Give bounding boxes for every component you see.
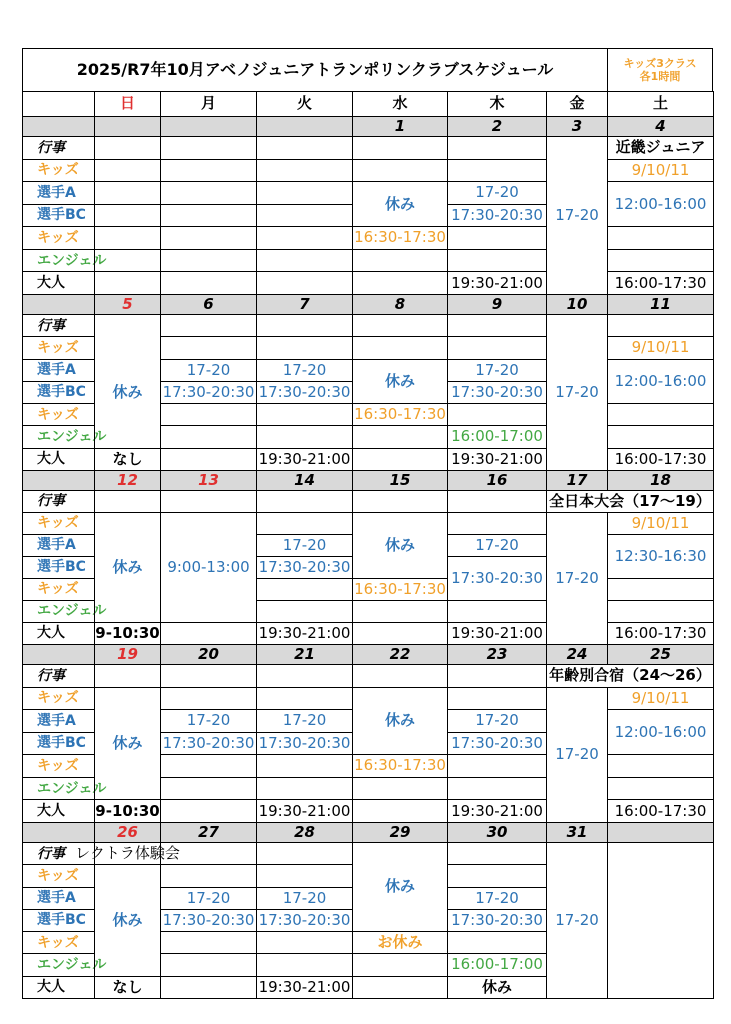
schedule-entry: 12:00-16:00	[607, 359, 714, 405]
row-label: 大人	[22, 976, 95, 999]
date-cell: 16	[447, 470, 547, 491]
empty-cell	[256, 777, 353, 801]
date-cell: 4	[607, 116, 714, 137]
date-cell: 13	[160, 470, 257, 491]
empty-cell	[160, 226, 257, 250]
empty-cell	[607, 403, 714, 426]
empty-cell	[256, 953, 353, 976]
empty-cell	[160, 976, 257, 999]
schedule-entry: 17-20	[160, 709, 257, 733]
empty-cell	[447, 403, 547, 426]
weekday-header-blank	[22, 91, 95, 117]
empty-cell	[447, 314, 547, 337]
row-label: エンジェル	[22, 953, 95, 976]
empty-cell	[447, 249, 547, 273]
schedule-entry: 9/10/11	[607, 336, 714, 359]
week-date-row-blank	[22, 644, 95, 665]
weekday-header: 火	[256, 91, 353, 117]
empty-cell	[256, 181, 353, 205]
week-date-row-blank	[22, 116, 95, 137]
row-label: 選手BC	[22, 204, 95, 228]
empty-cell	[352, 976, 448, 999]
schedule-entry: 17-20	[447, 359, 547, 382]
schedule-entry: 16:30-17:30	[352, 754, 448, 778]
empty-cell	[256, 490, 353, 513]
row-label: 選手BC	[22, 732, 95, 756]
empty-cell	[256, 159, 353, 183]
row-label: 大人	[22, 622, 95, 645]
date-cell: 11	[607, 294, 714, 315]
schedule-entry: 9:00-13:00	[160, 512, 257, 623]
weekday-header: 月	[160, 91, 257, 117]
date-cell: 30	[447, 822, 547, 843]
kids-class-note	[607, 48, 713, 92]
empty-cell	[447, 777, 547, 801]
row-label: 選手A	[22, 534, 95, 557]
empty-cell	[447, 754, 547, 778]
date-cell: 3	[546, 116, 608, 137]
empty-cell	[607, 754, 714, 778]
date-cell: 10	[546, 294, 608, 315]
schedule-entry: 17-20	[160, 887, 257, 910]
schedule-entry: 休み	[352, 687, 448, 756]
empty-cell	[447, 336, 547, 359]
schedule-entry: 17:30-20:30	[160, 381, 257, 404]
row-label: キッズ	[22, 754, 95, 778]
schedule-entry: 17-20	[447, 534, 547, 557]
weekday-header: 水	[352, 91, 448, 117]
schedule-entry: 17:30-20:30	[256, 909, 353, 932]
empty-cell	[352, 425, 448, 448]
row-label: 選手A	[22, 181, 95, 205]
empty-cell	[94, 271, 161, 295]
week-date-row-blank	[22, 294, 95, 315]
schedule-entry: なし	[94, 976, 161, 999]
empty-cell	[94, 204, 161, 228]
empty-cell	[160, 931, 257, 954]
empty-cell	[94, 226, 161, 250]
empty-cell	[256, 664, 353, 688]
schedule-entry: 17:30-20:30	[256, 381, 353, 404]
schedule-entry: 休み	[94, 314, 161, 471]
schedule-entry: お休み	[352, 931, 448, 954]
empty-cell	[256, 864, 353, 887]
schedule-entry: 休み	[94, 512, 161, 623]
empty-cell	[256, 136, 353, 160]
schedule-entry: 12:30-16:30	[607, 534, 714, 579]
date-cell: 6	[160, 294, 257, 315]
empty-cell	[352, 600, 448, 623]
schedule-entry: 17-20	[256, 359, 353, 382]
schedule-entry: 19:30-21:00	[256, 622, 353, 645]
empty-cell	[94, 490, 161, 513]
empty-cell	[256, 249, 353, 273]
empty-cell	[160, 204, 257, 228]
schedule-entry: 9-10:30	[94, 799, 161, 823]
schedule-entry: 休み	[352, 842, 448, 932]
row-label: キッズ	[22, 687, 95, 711]
row-label: キッズ	[22, 931, 95, 954]
schedule-entry: 17-20	[546, 512, 608, 645]
date-cell: 22	[352, 644, 448, 665]
date-cell: 1	[352, 116, 448, 137]
schedule-entry: 17-20	[546, 314, 608, 471]
row-label: 行事	[22, 842, 95, 865]
empty-cell	[352, 799, 448, 823]
row-label: 選手A	[22, 359, 95, 382]
schedule-entry: 年齢別合宿（24～26）	[546, 664, 714, 688]
empty-cell	[256, 600, 353, 623]
schedule-entry: 9/10/11	[607, 512, 714, 535]
empty-cell	[352, 336, 448, 359]
schedule-entry	[607, 842, 714, 999]
schedule-entry: 19:30-21:00	[256, 976, 353, 999]
empty-cell	[256, 687, 353, 711]
schedule-entry: 16:00-17:30	[607, 271, 714, 295]
schedule-entry: 17:30-20:30	[447, 556, 547, 601]
empty-cell	[607, 600, 714, 623]
schedule-entry: レクトラ体験会	[94, 842, 161, 865]
schedule-entry: 19:30-21:00	[447, 799, 547, 823]
schedule-entry: 19:30-21:00	[447, 622, 547, 645]
empty-cell	[256, 314, 353, 337]
row-label: 行事	[22, 136, 95, 160]
schedule-entry: 16:00-17:00	[447, 425, 547, 448]
schedule-entry: 17:30-20:30	[447, 732, 547, 756]
row-label: キッズ	[22, 159, 95, 183]
row-label: エンジェル	[22, 425, 95, 448]
schedule-entry: 16:30-17:30	[352, 403, 448, 426]
schedule-entry: 17-20	[256, 534, 353, 557]
empty-cell	[256, 512, 353, 535]
schedule-entry: 17-20	[546, 687, 608, 823]
schedule-entry: 17:30-20:30	[447, 204, 547, 228]
empty-cell	[160, 425, 257, 448]
empty-cell	[160, 181, 257, 205]
schedule-entry: 17-20	[256, 709, 353, 733]
row-label: エンジェル	[22, 777, 95, 801]
date-cell	[256, 116, 353, 137]
schedule-entry: 休み	[352, 359, 448, 405]
empty-cell	[447, 864, 547, 887]
date-cell: 5	[94, 294, 161, 315]
row-label: キッズ	[22, 864, 95, 887]
empty-cell	[256, 754, 353, 778]
row-label: 行事	[22, 314, 95, 337]
schedule-entry: 近畿ジュニア	[607, 136, 714, 160]
schedule-entry: 16:30-17:30	[352, 578, 448, 601]
row-label: 大人	[22, 271, 95, 295]
schedule-entry: 17-20	[447, 181, 547, 205]
date-cell: 17	[546, 470, 608, 491]
date-cell	[94, 116, 161, 137]
empty-cell	[447, 226, 547, 250]
empty-cell	[607, 425, 714, 448]
schedule-entry: 16:00-17:30	[607, 622, 714, 645]
empty-cell	[352, 271, 448, 295]
row-label: 大人	[22, 799, 95, 823]
empty-cell	[160, 490, 257, 513]
schedule-entry: 休み	[94, 687, 161, 801]
date-cell: 8	[352, 294, 448, 315]
empty-cell	[607, 777, 714, 801]
kids-class-note-line2: 各1時間	[639, 70, 681, 83]
empty-cell	[352, 159, 448, 183]
date-cell: 31	[546, 822, 608, 843]
empty-cell	[447, 159, 547, 183]
weekday-header: 金	[546, 91, 608, 117]
date-cell: 18	[607, 470, 714, 491]
date-cell: 14	[256, 470, 353, 491]
empty-cell	[447, 136, 547, 160]
date-cell: 26	[94, 822, 161, 843]
schedule-entry: 17:30-20:30	[256, 732, 353, 756]
empty-cell	[256, 578, 353, 601]
weekday-header: 土	[607, 91, 714, 117]
schedule-entry: 17:30-20:30	[256, 556, 353, 579]
empty-cell	[607, 226, 714, 250]
empty-cell	[160, 664, 257, 688]
schedule-entry: 16:30-17:30	[352, 226, 448, 250]
empty-cell	[160, 799, 257, 823]
empty-cell	[160, 314, 257, 337]
schedule-entry: 休み	[447, 976, 547, 999]
row-label: 選手A	[22, 709, 95, 733]
schedule-entry: 17:30-20:30	[447, 381, 547, 404]
empty-cell	[94, 159, 161, 183]
schedule-entry: 17:30-20:30	[447, 909, 547, 932]
row-label: キッズ	[22, 578, 95, 601]
empty-cell	[447, 842, 547, 865]
empty-cell	[160, 777, 257, 801]
date-cell: 12	[94, 470, 161, 491]
schedule-entry: 休み	[352, 512, 448, 579]
week-date-row-blank	[22, 470, 95, 491]
schedule-entry: 17:30-20:30	[160, 909, 257, 932]
empty-cell	[352, 448, 448, 471]
schedule-entry: 9/10/11	[607, 159, 714, 183]
row-label: 大人	[22, 448, 95, 471]
empty-cell	[256, 336, 353, 359]
empty-cell	[160, 336, 257, 359]
date-cell: 19	[94, 644, 161, 665]
date-cell: 27	[160, 822, 257, 843]
schedule-entry: 全日本大会（17～19）	[546, 490, 714, 513]
empty-cell	[256, 204, 353, 228]
date-cell: 21	[256, 644, 353, 665]
empty-cell	[352, 777, 448, 801]
date-cell	[607, 822, 714, 843]
schedule-entry: 19:30-21:00	[447, 271, 547, 295]
empty-cell	[160, 622, 257, 645]
row-label: 行事	[22, 490, 95, 513]
empty-cell	[94, 136, 161, 160]
week-date-row-blank	[22, 822, 95, 843]
schedule-title: 2025/R7年10月アベノジュニアトランポリンクラブスケジュール	[22, 48, 608, 92]
empty-cell	[256, 425, 353, 448]
schedule-entry: 17-20	[546, 136, 608, 295]
empty-cell	[160, 448, 257, 471]
empty-cell	[160, 271, 257, 295]
empty-cell	[607, 578, 714, 601]
empty-cell	[447, 512, 547, 535]
schedule-entry: 12:00-16:00	[607, 709, 714, 755]
empty-cell	[447, 600, 547, 623]
weekday-header: 木	[447, 91, 547, 117]
empty-cell	[94, 664, 161, 688]
empty-cell	[160, 249, 257, 273]
empty-cell	[256, 842, 353, 865]
empty-cell	[447, 687, 547, 711]
date-cell: 23	[447, 644, 547, 665]
row-label: 行事	[22, 664, 95, 688]
schedule-entry: 16:00-17:00	[447, 953, 547, 976]
empty-cell	[447, 664, 547, 688]
row-label: 選手BC	[22, 556, 95, 579]
schedule-entry: 16:00-17:30	[607, 799, 714, 823]
date-cell: 28	[256, 822, 353, 843]
empty-cell	[447, 490, 547, 513]
date-cell: 20	[160, 644, 257, 665]
weekday-header: 日	[94, 91, 161, 117]
date-cell: 7	[256, 294, 353, 315]
empty-cell	[160, 403, 257, 426]
empty-cell	[256, 226, 353, 250]
row-label: キッズ	[22, 403, 95, 426]
empty-cell	[256, 403, 353, 426]
empty-cell	[160, 687, 257, 711]
kids-class-note-line1: キッズ3クラス	[623, 56, 697, 70]
empty-cell	[160, 864, 257, 887]
empty-cell	[160, 953, 257, 976]
date-cell: 29	[352, 822, 448, 843]
schedule-entry: 9/10/11	[607, 687, 714, 711]
row-label: キッズ	[22, 336, 95, 359]
empty-cell	[352, 490, 448, 513]
schedule-entry: 9-10:30	[94, 622, 161, 645]
schedule-entry: 19:30-21:00	[447, 448, 547, 471]
empty-cell	[160, 159, 257, 183]
schedule-entry: 17-20	[447, 887, 547, 910]
date-cell: 15	[352, 470, 448, 491]
schedule-entry: 17-20	[546, 842, 608, 999]
row-label: キッズ	[22, 512, 95, 535]
empty-cell	[352, 622, 448, 645]
schedule-entry: 19:30-21:00	[256, 448, 353, 471]
date-cell: 9	[447, 294, 547, 315]
empty-cell	[160, 754, 257, 778]
schedule-entry: 休み	[94, 864, 161, 976]
schedule-entry: 休み	[352, 181, 448, 227]
date-cell: 24	[546, 644, 608, 665]
empty-cell	[94, 181, 161, 205]
empty-cell	[256, 271, 353, 295]
empty-cell	[352, 314, 448, 337]
row-label: キッズ	[22, 226, 95, 250]
schedule-entry: 12:00-16:00	[607, 181, 714, 227]
schedule-entry: 19:30-21:00	[256, 799, 353, 823]
date-cell	[160, 116, 257, 137]
schedule-entry: 17-20	[447, 709, 547, 733]
empty-cell	[256, 931, 353, 954]
schedule-entry: 16:00-17:30	[607, 448, 714, 471]
row-label: エンジェル	[22, 249, 95, 273]
schedule-entry: 17-20	[160, 359, 257, 382]
empty-cell	[607, 314, 714, 337]
empty-cell	[352, 664, 448, 688]
empty-cell	[607, 249, 714, 273]
empty-cell	[352, 953, 448, 976]
empty-cell	[352, 136, 448, 160]
row-label: 選手BC	[22, 909, 95, 932]
schedule-entry: 17:30-20:30	[160, 732, 257, 756]
empty-cell	[94, 249, 161, 273]
row-label: 選手A	[22, 887, 95, 910]
empty-cell	[160, 136, 257, 160]
empty-cell	[447, 931, 547, 954]
row-label: 選手BC	[22, 381, 95, 404]
schedule-entry: 17-20	[256, 887, 353, 910]
empty-cell	[352, 249, 448, 273]
date-cell: 2	[447, 116, 547, 137]
schedule-entry: なし	[94, 448, 161, 471]
date-cell: 25	[607, 644, 714, 665]
row-label: エンジェル	[22, 600, 95, 623]
